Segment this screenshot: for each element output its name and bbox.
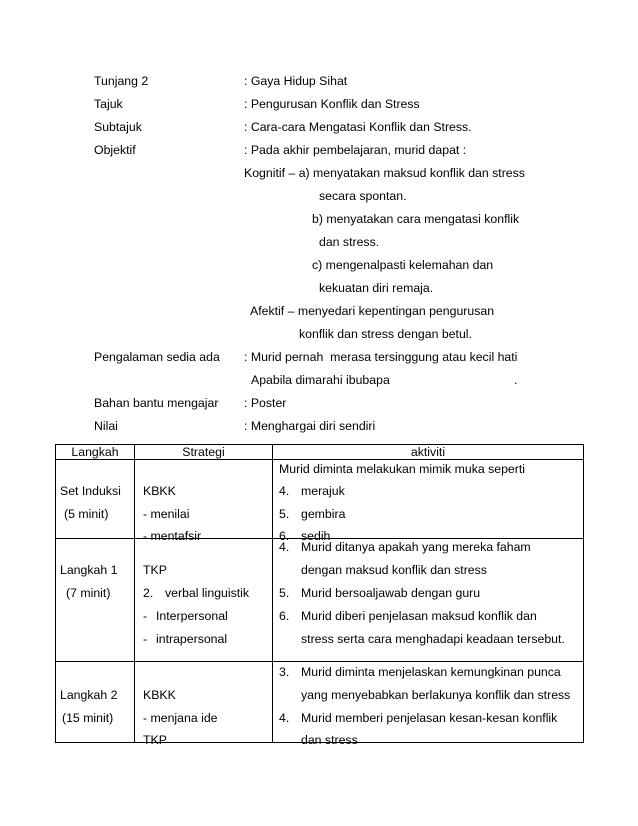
- row1-langkah: Set Induksi: [60, 484, 121, 498]
- afektif-line1: Afektif – menyedari kepentingan pengurusan: [250, 304, 495, 318]
- row1-item-num-1: 4.: [279, 484, 290, 498]
- afektif-line2: konflik dan stress dengan betul.: [299, 327, 472, 341]
- row2-strategi-num-4: -: [143, 632, 148, 646]
- row2-duration: (7 minit): [66, 586, 111, 600]
- row2-item-2: Murid bersoaljawab dengan guru: [301, 586, 481, 600]
- objektif-value: : Pada akhir pembelajaran, murid dapat :: [244, 143, 467, 157]
- kognitif-a-line1: Kognitif – a) menyatakan maksud konflik dan stress: [244, 166, 525, 180]
- row3-aktiviti-cell: [273, 662, 584, 747]
- row2-langkah: Langkah 1: [60, 563, 118, 577]
- header-strategi: Strategi: [135, 445, 273, 460]
- kognitif-c-line2: kekuatan diri remaja.: [319, 281, 434, 295]
- lesson-plan-table: [55, 444, 584, 747]
- tunjang-label: Tunjang 2: [94, 74, 149, 88]
- row1-strategi-3: - mentafsir: [143, 529, 202, 543]
- row3-item-1-line2: yang menyebabkan berlakunya konflik dan stress: [301, 688, 571, 702]
- row2-item-num-3: 6.: [279, 609, 290, 623]
- row3-item-2-line2: dan stress: [301, 733, 358, 747]
- row3-strategi-3: TKP: [143, 733, 167, 747]
- row1-item-2: gembira: [301, 507, 346, 521]
- tunjang-value: : Gaya Hidup Sihat: [244, 74, 348, 88]
- pengalaman-trailing-dot: .: [514, 373, 518, 387]
- pengalaman-value-line1: : Murid pernah merasa tersinggung atau kecil hati: [244, 350, 518, 364]
- row2-item-num-2: 5.: [279, 586, 290, 600]
- bahan-label: Bahan bantu mengajar: [94, 396, 219, 410]
- row3-strategi-cell: [135, 662, 273, 747]
- row3-duration: (15 minit): [62, 711, 114, 725]
- row2-strategi-cell: [135, 539, 273, 662]
- row2-item-3-line2: stress serta cara menghadapi keadaan tersebut.: [301, 632, 565, 646]
- row2-strategi-2: verbal linguistik: [165, 586, 250, 600]
- row1-strategi-1: KBKK: [143, 484, 176, 498]
- row2-strategi-3: Interpersonal: [156, 609, 228, 623]
- table-row: [56, 662, 584, 743]
- pengalaman-value-line2: Apabila dimarahi ibubapa: [251, 373, 390, 387]
- header-aktiviti: aktiviti: [273, 445, 584, 460]
- row1-aktiviti-cell: [273, 460, 584, 543]
- row1-aktiviti-intro: Murid diminta melakukan mimik muka seperti: [279, 462, 526, 476]
- row2-aktiviti-cell: [273, 539, 584, 662]
- row3-strategi-2: - menjana ide: [143, 711, 218, 725]
- objektif-label: Objektif: [94, 143, 136, 157]
- header-langkah: Langkah: [56, 445, 135, 460]
- row1-langkah-cell: [56, 460, 135, 539]
- row1-duration: (5 minit): [64, 507, 109, 521]
- kognitif-b-line1: b) menyatakan cara mengatasi konflik: [312, 212, 520, 226]
- table-row: [56, 460, 584, 539]
- row1-item-1: merajuk: [301, 484, 345, 498]
- row3-langkah-cell: [56, 662, 135, 743]
- row3-langkah: Langkah 2: [60, 688, 118, 702]
- row3-item-1-line1: Murid diminta menjelaskan kemungkinan punca: [301, 665, 561, 679]
- tajuk-label: Tajuk: [94, 97, 123, 111]
- bahan-value: : Poster: [244, 396, 287, 410]
- kognitif-c-line1: c) mengenalpasti kelemahan dan: [312, 258, 494, 272]
- table-row: [56, 539, 584, 662]
- row2-item-1-line2: dengan maksud konflik dan stress: [301, 563, 487, 577]
- subtajuk-value: : Cara-cara Mengatasi Konflik dan Stress.: [244, 120, 472, 134]
- row2-strategi-4: intrapersonal: [156, 632, 228, 646]
- tajuk-value: : Pengurusan Konflik dan Stress: [244, 97, 420, 111]
- row2-strategi-num-2: 2.: [143, 586, 154, 600]
- nilai-value: : Menghargai diri sendiri: [244, 419, 376, 433]
- row1-item-num-3: 6.: [279, 529, 290, 543]
- table-header-row: [56, 445, 584, 460]
- row2-strategi-1: TKP: [143, 563, 167, 577]
- row1-item-num-2: 5.: [279, 507, 290, 521]
- row2-item-1-line1: Murid ditanya apakah yang mereka faham: [301, 540, 531, 554]
- nilai-label: Nilai: [94, 419, 118, 433]
- row3-item-2-line1: Murid memberi penjelasan kesan-kesan konflik: [301, 711, 558, 725]
- row2-item-num-1: 4.: [279, 540, 290, 554]
- pengalaman-label: Pengalaman sedia ada: [94, 350, 220, 364]
- row3-item-num-2: 4.: [279, 711, 290, 725]
- kognitif-a-line2: secara spontan.: [319, 189, 407, 203]
- row2-item-3-line1: Murid diberi penjelasan maksud konflik dan: [301, 609, 537, 623]
- row1-item-3: sedih: [301, 529, 331, 543]
- subtajuk-label: Subtajuk: [94, 120, 142, 134]
- row1-strategi-cell: [135, 460, 273, 543]
- row1-strategi-2: - menilai: [143, 507, 190, 521]
- row2-strategi-num-3: -: [143, 609, 148, 623]
- row2-langkah-cell: [56, 539, 135, 662]
- kognitif-b-line2: dan stress.: [319, 235, 380, 249]
- row3-item-num-1: 3.: [279, 665, 290, 679]
- row3-strategi-1: KBKK: [143, 688, 176, 702]
